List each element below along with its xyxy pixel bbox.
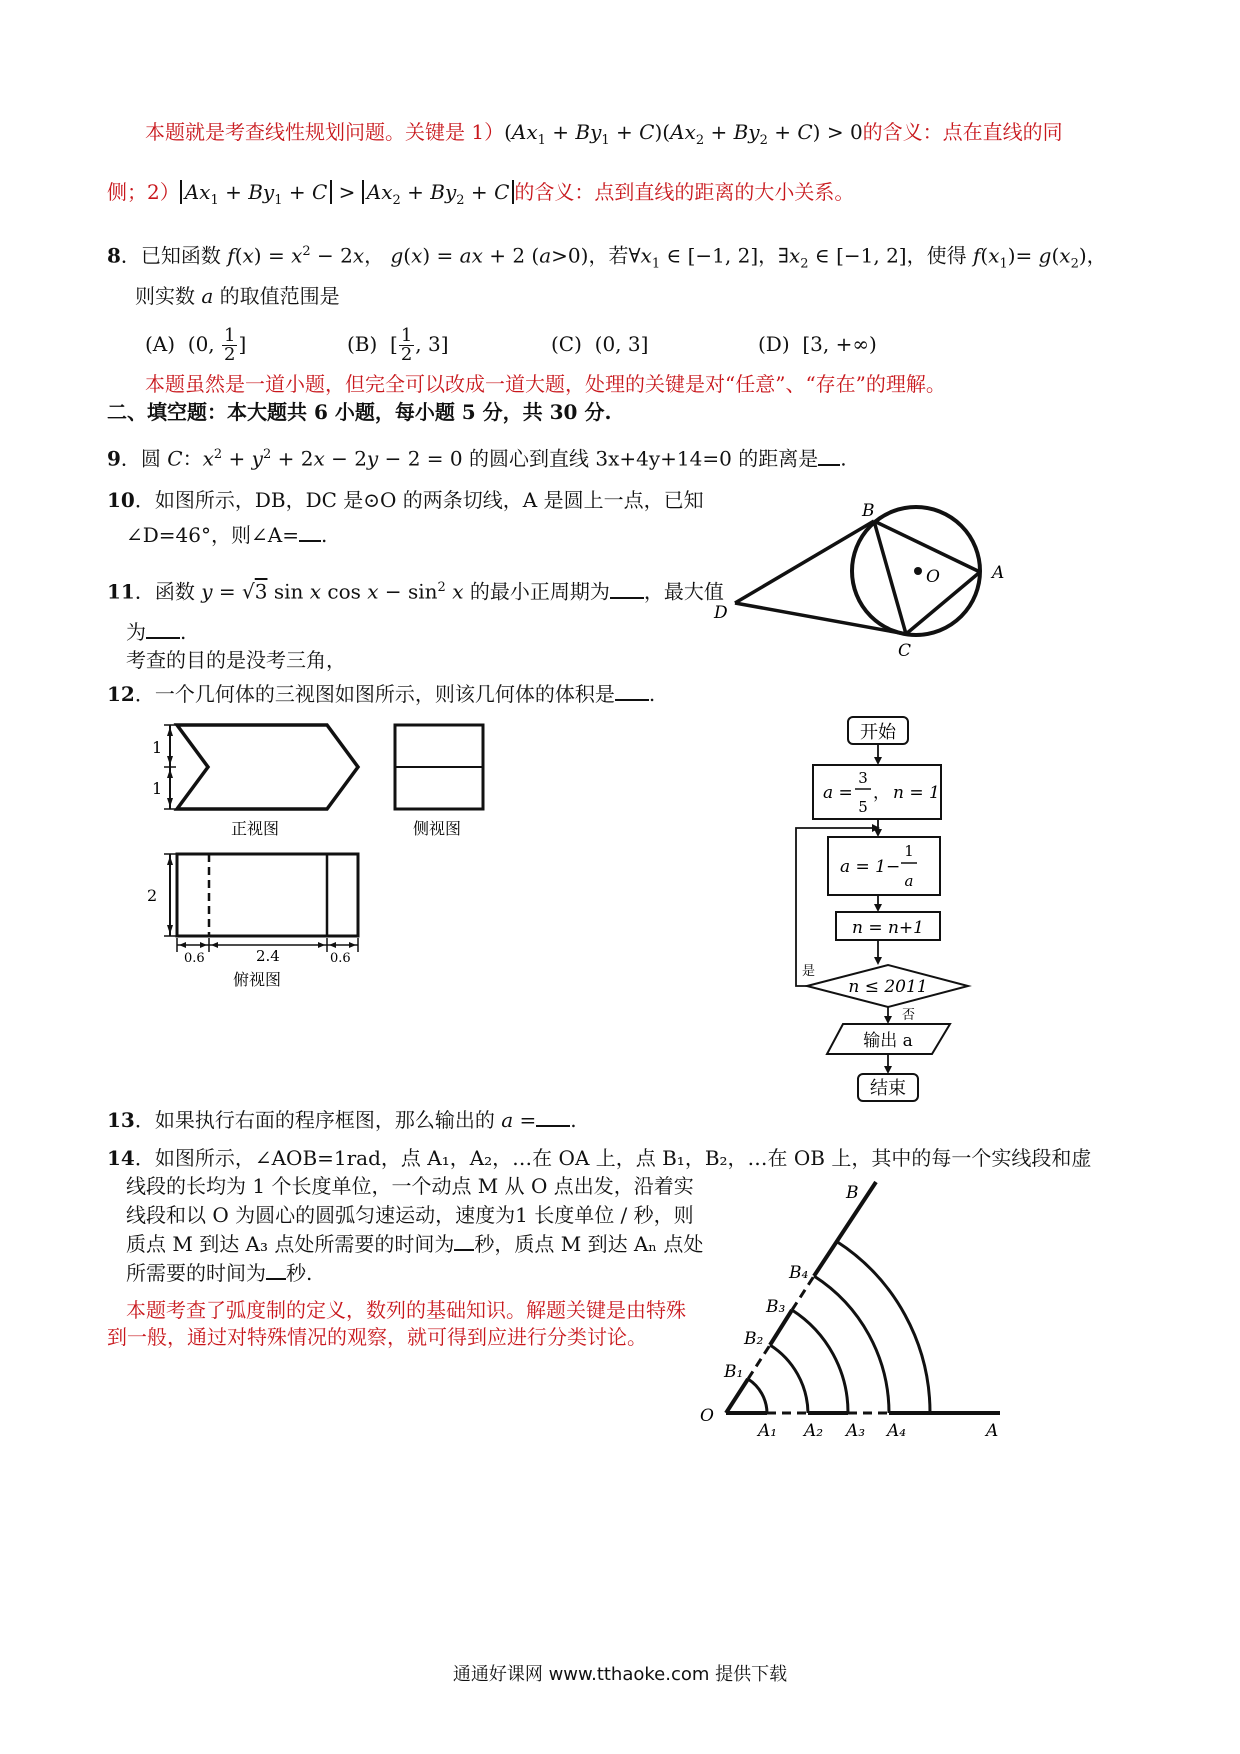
- svg-text:1: 1: [904, 842, 914, 860]
- q8-text-c: ，使得: [906, 243, 967, 268]
- q14-note-line2: 到一般，通过对特殊情况的观察，就可得到应进行分类讨论。: [107, 1325, 647, 1349]
- note-7-text-a: 本题就是考查线性规划问题。关键是 1）: [145, 120, 505, 144]
- arc-label-b: B: [846, 1183, 859, 1203]
- label-c: C: [898, 641, 912, 661]
- arc-label-a4: A₄: [887, 1421, 907, 1440]
- q14-note-line1: 本题考查了弧度制的定义，数列的基础知识。解题关键是由特殊: [126, 1298, 686, 1322]
- arc-label-a2: A₂: [804, 1421, 824, 1440]
- decision-label: n ≤ 2011: [848, 977, 928, 997]
- question-13: 13．如果执行右面的程序框图，那么输出的 a = .: [107, 1108, 577, 1132]
- question-11-line1: 11．函数 y = √3 sin x $\cos x - \sin^2 x$ 的最小正周期为 ，最大值: [107, 579, 724, 604]
- three-views-figure: [140, 712, 520, 1002]
- center-dot: [914, 567, 922, 575]
- arc-label-b4: B₄: [789, 1263, 809, 1283]
- question-14-line1: [107, 1144, 1091, 1172]
- q8-note: 本题虽然是一道小题，但完全可以改成一道大题，处理的关键是对“任意”、“存在”的理解。: [145, 372, 946, 396]
- label-d: D: [714, 603, 728, 623]
- top-view-label: 俯视图: [233, 970, 282, 989]
- svg-text:a: a: [904, 872, 914, 890]
- front-view-label: 正视图: [231, 819, 280, 838]
- q10-text-b: ∠D=46°，则∠A=: [126, 523, 299, 547]
- tangent-dc: [735, 603, 906, 634]
- q14-line1: ．如图所示，∠AOB=1rad，点 A₁，A₂，…在 OA 上，点 B₁，B₂，…在 OB 上，其中的每一个实线段和虚: [134, 1146, 1092, 1170]
- no-label: 否: [902, 1008, 916, 1023]
- q8-text-b: ，若: [588, 243, 629, 268]
- arc-label-b1: B₁: [724, 1362, 744, 1382]
- question-11-note: 考查的目的是没考三角，: [126, 648, 346, 672]
- q14-line4b: 秒，质点 M 到达 Aₙ 点处: [474, 1232, 704, 1256]
- output-label: 输出 a: [863, 1031, 913, 1051]
- q14-line4a: 质点 M 到达 A₃ 点处所需要的时间为: [126, 1232, 455, 1256]
- svg-text:，: ，: [873, 783, 890, 803]
- q8-option-b: (B) [ $\frac{1}{2}$ , 3]: [347, 325, 449, 365]
- note-7-line1: 本题就是考查线性规划问题。关键是 $1)(Ax_1 + By_1 + C)(Ax_2 + By_2 + C) > 0$的含义：点在直线的同: [145, 120, 1063, 148]
- page-footer: 通通好课网 www.tthaoke.com 提供下载: [452, 1664, 788, 1685]
- question-9: 9．圆 C：$x^2 + y^2 + 2x - 2y - 2 = 0$ 的圆心到直线 3x+4y+14=0 的距离是 .: [107, 446, 847, 471]
- update-n-label: n = n+1: [851, 918, 925, 938]
- svg-text:3: 3: [858, 769, 868, 787]
- init-a-label: a =: [823, 783, 853, 803]
- q14-line5a: 所需要的时间为: [126, 1261, 266, 1285]
- q11-text-c: ，最大值: [643, 579, 724, 604]
- question-12: 12．一个几何体的三视图如图所示，则该几何体的体积是 .: [107, 682, 656, 706]
- question-10-line1: [107, 486, 704, 514]
- q12-text: ．一个几何体的三视图如图所示，则该几何体的体积是: [134, 682, 615, 706]
- dim-1-lower: 1: [152, 779, 163, 798]
- question-number: 12: [107, 682, 135, 706]
- q13-text-a: ．如果执行右面的程序框图，那么输出的: [134, 1108, 495, 1132]
- question-number: 10: [107, 488, 135, 512]
- option-label: (C): [551, 332, 582, 356]
- option-label: (B): [347, 332, 378, 356]
- arc-label-b3: B₃: [766, 1297, 786, 1317]
- tangent-circle-figure: [700, 490, 1020, 670]
- arc-label-a1: A₁: [758, 1421, 778, 1440]
- arc-figure: [690, 1170, 1020, 1440]
- yes-label: 是: [802, 964, 816, 979]
- q14-line5b: 秒.: [286, 1261, 313, 1285]
- arc-label-a: A: [986, 1421, 999, 1440]
- option-label: (D): [758, 332, 790, 356]
- dim-2: 2: [147, 886, 158, 905]
- q14-line2: 线段的长均为 1 个长度单位，一个动点 M 从 O 点出发，沿着实: [126, 1174, 694, 1198]
- note-7-line2: 侧；2） $Ax_1 + By_1 + C > Ax_2 + By_2 + C$ 的含义：点到直线的距离的大小关系。: [107, 180, 855, 208]
- q8-option-d: (D) [3, +∞): [758, 332, 877, 356]
- q8-text-e: 的取值范围是: [219, 284, 340, 308]
- question-11-line2: 为 .: [126, 620, 187, 644]
- question-8-line1: 8．已知函数 $f(x) = x^2 - 2x$， g(x) = ax + 2 (a>0)，若$\forall x_1$ ∈ [−1, 2]，$\exists x_2$ ∈ [−1, 2]，使得 $f(x_1)= g(x_2)$，: [107, 243, 1107, 272]
- dim-0.6-left: 0.6: [184, 951, 205, 966]
- q8-option-c: (C) (0, 3]: [551, 332, 649, 356]
- front-view-shape: [177, 725, 358, 809]
- end-label: 结束: [870, 1078, 906, 1099]
- chord-bc: [874, 521, 906, 634]
- dim-0.6-right: 0.6: [330, 951, 351, 966]
- q14-line4: [126, 1230, 703, 1258]
- q14-line3: 线段和以 O 为圆心的圆弧匀速运动，速度为1 长度单位 / 秒，则: [126, 1203, 694, 1227]
- q11-text-a: ．函数: [134, 579, 195, 604]
- arc-label-o: O: [700, 1406, 714, 1426]
- question-number: 14: [107, 1146, 135, 1170]
- chord-ac: [906, 572, 980, 634]
- label-o: O: [926, 567, 940, 587]
- q9-text-b: 的圆心到直线 3x+4y+14=0 的距离是: [469, 446, 819, 471]
- option-label: (A): [145, 332, 176, 356]
- q8-option-a: (A) (0, $\frac{1}{2}$ ]: [145, 325, 247, 365]
- question-number: 13: [107, 1108, 135, 1132]
- q11-text-d: 为: [126, 620, 146, 644]
- q8-text-d: 则实数: [135, 284, 195, 308]
- label-b: B: [862, 501, 875, 521]
- question-8-line2: 则实数 a 的取值范围是: [135, 284, 340, 308]
- q8-text-a: ．已知函数: [120, 243, 221, 268]
- svg-text:5: 5: [858, 798, 868, 816]
- dim-1-upper: 1: [152, 738, 163, 757]
- q14-line5: [126, 1259, 312, 1287]
- start-label: 开始: [860, 722, 896, 743]
- q9-text-a: ．圆: [120, 446, 161, 471]
- flowchart-figure: [780, 710, 990, 1110]
- label-a: A: [992, 563, 1005, 583]
- top-view-shape: [177, 854, 358, 936]
- side-view-label: 侧视图: [413, 819, 462, 838]
- q11-text-b: 的最小正周期为: [469, 579, 610, 604]
- q10-text-a: ．如图所示，DB，DC 是⊙O 的两条切线，A 是圆上一点，已知: [134, 488, 704, 512]
- question-number: 9: [107, 446, 121, 471]
- note-7-text-d: 的含义：点到直线的距离的大小关系。: [514, 180, 855, 204]
- q13-text-b: a =: [501, 1108, 537, 1132]
- section-2-heading: 二、填空题：本大题共 6 小题，每小题 5 分，共 30 分.: [107, 400, 612, 424]
- svg-text:a = 1−: a = 1−: [840, 857, 901, 877]
- question-number: 8: [107, 243, 121, 268]
- question-number: 11: [107, 579, 135, 604]
- init-n-label: n = 1: [893, 783, 940, 803]
- note-7-text-c: 侧；2）: [107, 180, 180, 204]
- question-10-line2: ∠D=46°，则∠A= .: [126, 523, 328, 547]
- arc-label-b2: B₂: [744, 1329, 764, 1349]
- dim-2.4: 2.4: [256, 947, 280, 965]
- arc-label-a3: A₃: [846, 1421, 866, 1440]
- note-7-text-b: 的含义：点在直线的同: [862, 120, 1063, 144]
